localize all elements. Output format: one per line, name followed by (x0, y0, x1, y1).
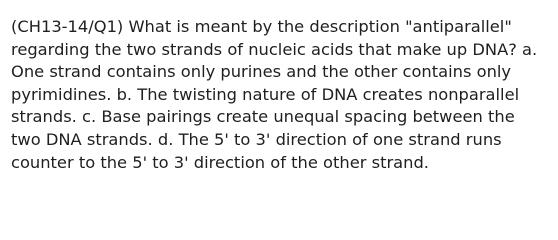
question-text: (CH13-14/Q1) What is meant by the description "antiparallel" regarding the two strands of nucleic acids that make up DNA? a. One strand contains only purines and the other contains only pyrimidines. b. The twisting nature of DNA creates nonparallel strands. c. Base pairings create unequal spacing between the two DNA strands. d. The 5' to 3' direction of one strand runs counter to the 5' to 3' direction of the other strand. (11, 17, 538, 172)
